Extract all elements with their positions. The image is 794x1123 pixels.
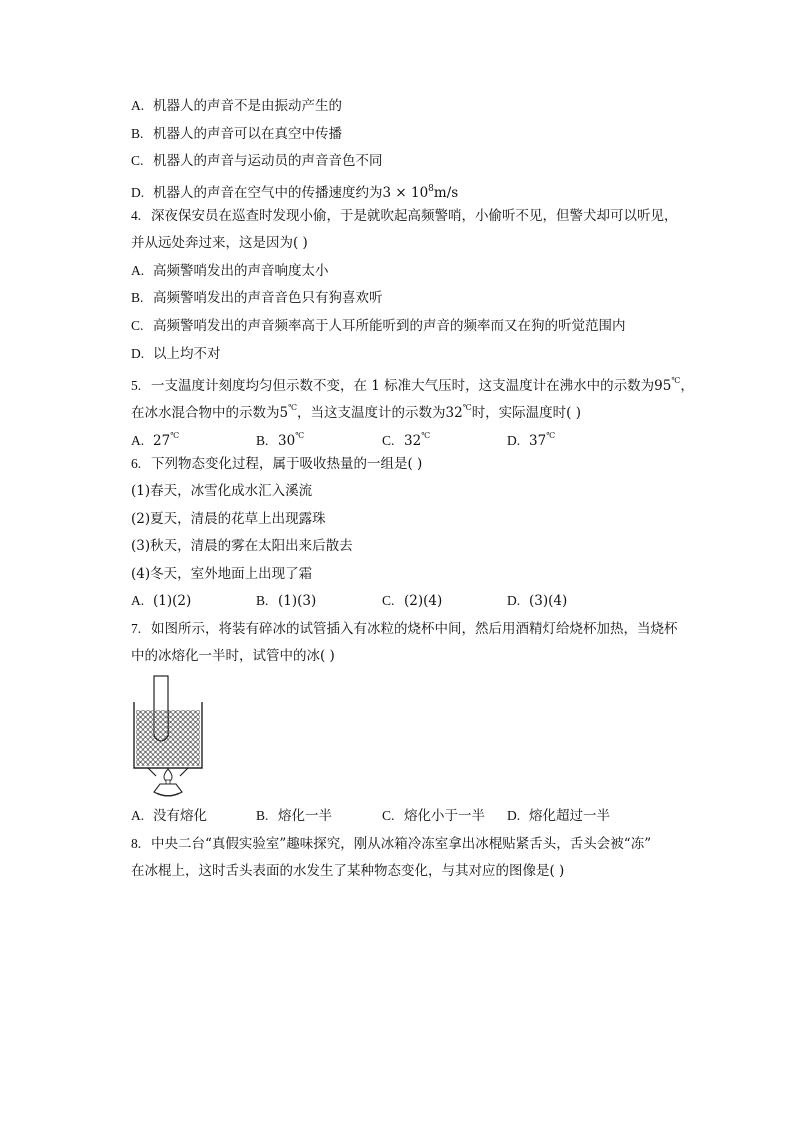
option-label: B. — [256, 433, 269, 448]
option-label: C. — [382, 433, 395, 448]
stem-text: ，当这支温度计的示数为32 — [297, 405, 463, 421]
q4-option-a — [131, 261, 329, 281]
q5-option-b — [256, 426, 304, 451]
q8-stem-line1 — [131, 834, 651, 854]
q5-stem-line2 — [131, 398, 581, 423]
q5-stem-line1 — [131, 371, 694, 396]
option-label: D. — [131, 185, 145, 200]
q4-option-d — [131, 344, 221, 364]
q6-item-4: (4)冬天，室外地面上出现了霜 — [131, 566, 313, 582]
option-label: D. — [131, 346, 145, 361]
stem-text: 如图所示，将装有碎冰的试管插入有冰粒的烧杯中间，然后用酒精灯给烧杯加热，当烧杯 — [151, 621, 678, 637]
q4-stem-line1 — [131, 206, 678, 226]
q7-options — [131, 806, 651, 826]
q6-options — [131, 591, 651, 611]
option-label: B. — [131, 126, 144, 141]
q6-stem — [131, 454, 422, 474]
degree-unit: ℃ — [288, 403, 298, 412]
option-text: 37 — [529, 433, 547, 449]
option-text: 以上均不对 — [153, 346, 221, 362]
q5-options — [131, 426, 651, 449]
option-text: 高频警哨发出的声音频率高于人耳所能听到的声音的频率而又在狗的听觉范围内 — [153, 318, 626, 334]
option-label: A. — [131, 593, 145, 608]
option-text: (3)(4) — [529, 593, 568, 609]
q5-option-d — [507, 426, 555, 451]
unit: m/s — [433, 185, 459, 201]
question-number: 7. — [131, 621, 142, 636]
stem-text: 深夜保安员在巡查时发现小偷，于是就吹起高频警哨，小偷听不见，但警犬却可以听见， — [151, 208, 678, 224]
exponent: 8 — [428, 184, 434, 194]
option-text: (2)(4) — [404, 593, 443, 609]
q7-stem-line2: 中的冰熔化一半时，试管中的冰( ) — [131, 648, 335, 664]
option-text: 熔化超过一半 — [529, 808, 610, 824]
option-text: 机器人的声音在空气中的传播速度约为3 × 10 — [153, 185, 429, 201]
q8-stem-line2: 在冰棍上，这时舌头表面的水发生了某种物态变化，与其对应的图像是( ) — [131, 863, 565, 879]
q7-option-a — [131, 806, 207, 826]
q5-option-c — [382, 426, 430, 451]
option-text: 没有熔化 — [153, 808, 207, 824]
option-label: A. — [131, 98, 145, 113]
option-label: B. — [256, 808, 269, 823]
option-label: A. — [131, 263, 145, 278]
option-label: C. — [131, 318, 144, 333]
option-text: 熔化小于一半 — [404, 808, 485, 824]
option-text: 熔化一半 — [278, 808, 332, 824]
question-number: 6. — [131, 456, 142, 471]
option-label: B. — [131, 290, 144, 305]
option-text: (1)(3) — [278, 593, 317, 609]
stem-text: 一支温度计刻度均匀但示数不变，在 1 标准大气压时，这支温度计在沸水中的示数为95 — [151, 378, 672, 394]
degree-unit: ℃ — [421, 431, 431, 440]
q4-stem-line2: 并从远处奔过来，这是因为( ) — [131, 235, 308, 251]
q6-option-b — [256, 591, 316, 611]
question-number: 8. — [131, 836, 142, 851]
q6-option-d — [507, 591, 567, 611]
beaker-test-tube-figure — [128, 672, 208, 800]
option-label: A. — [131, 433, 145, 448]
q6-option-a — [131, 591, 191, 611]
option-text: 27 — [153, 433, 171, 449]
option-label: D. — [507, 433, 521, 448]
question-number: 4. — [131, 208, 142, 223]
q7-option-c — [382, 806, 485, 826]
stem-text: 时，实际温度时( ) — [471, 405, 582, 421]
q6-item-3: (3)秋天，清晨的雾在太阳出来后散去 — [131, 538, 353, 554]
option-text: 高频警哨发出的声音音色只有狗喜欢听 — [153, 290, 383, 306]
option-label: C. — [131, 153, 144, 168]
degree-unit: ℃ — [170, 431, 180, 440]
degree-unit: ℃ — [546, 431, 556, 440]
q3-option-d — [131, 179, 458, 203]
option-label: A. — [131, 808, 145, 823]
option-label: C. — [382, 593, 395, 608]
q3-option-c — [131, 151, 383, 171]
q4-option-b — [131, 288, 383, 308]
option-text: 32 — [404, 433, 422, 449]
q4-option-c — [131, 316, 626, 336]
stem-text: 下列物态变化过程，属于吸收热量的一组是( ) — [151, 456, 423, 472]
q5-option-a — [131, 426, 179, 451]
option-label: D. — [507, 593, 521, 608]
option-text: 机器人的声音与运动员的声音音色不同 — [153, 153, 383, 169]
option-label: D. — [507, 808, 521, 823]
option-label: C. — [382, 808, 395, 823]
punctuation: ， — [680, 378, 694, 394]
option-text: 机器人的声音可以在真空中传播 — [153, 126, 342, 142]
q7-option-d — [507, 806, 610, 826]
option-text: 30 — [278, 433, 296, 449]
option-text: 高频警哨发出的声音响度太小 — [153, 263, 329, 279]
q3-option-a — [131, 96, 342, 116]
option-text: 机器人的声音不是由振动产生的 — [153, 98, 342, 114]
question-number: 5. — [131, 378, 142, 393]
degree-unit: ℃ — [462, 403, 472, 412]
degree-unit: ℃ — [295, 431, 305, 440]
option-label: B. — [256, 593, 269, 608]
q6-item-1: (1)春天，冰雪化成水汇入溪流 — [131, 483, 313, 499]
q7-stem-line1 — [131, 619, 678, 639]
q6-option-c — [382, 591, 442, 611]
q6-item-2: (2)夏天，清晨的花草上出现露珠 — [131, 511, 326, 527]
stem-text: 在冰水混合物中的示数为5 — [131, 405, 289, 421]
degree-unit: ℃ — [671, 376, 681, 385]
q7-option-b — [256, 806, 332, 826]
stem-text: 中央二台“真假实验室”趣味探究，刚从冰箱冷冻室拿出冰棍贴紧舌头，舌头会被“冻” — [151, 836, 652, 852]
option-text: (1)(2) — [153, 593, 192, 609]
q3-option-b — [131, 124, 342, 144]
